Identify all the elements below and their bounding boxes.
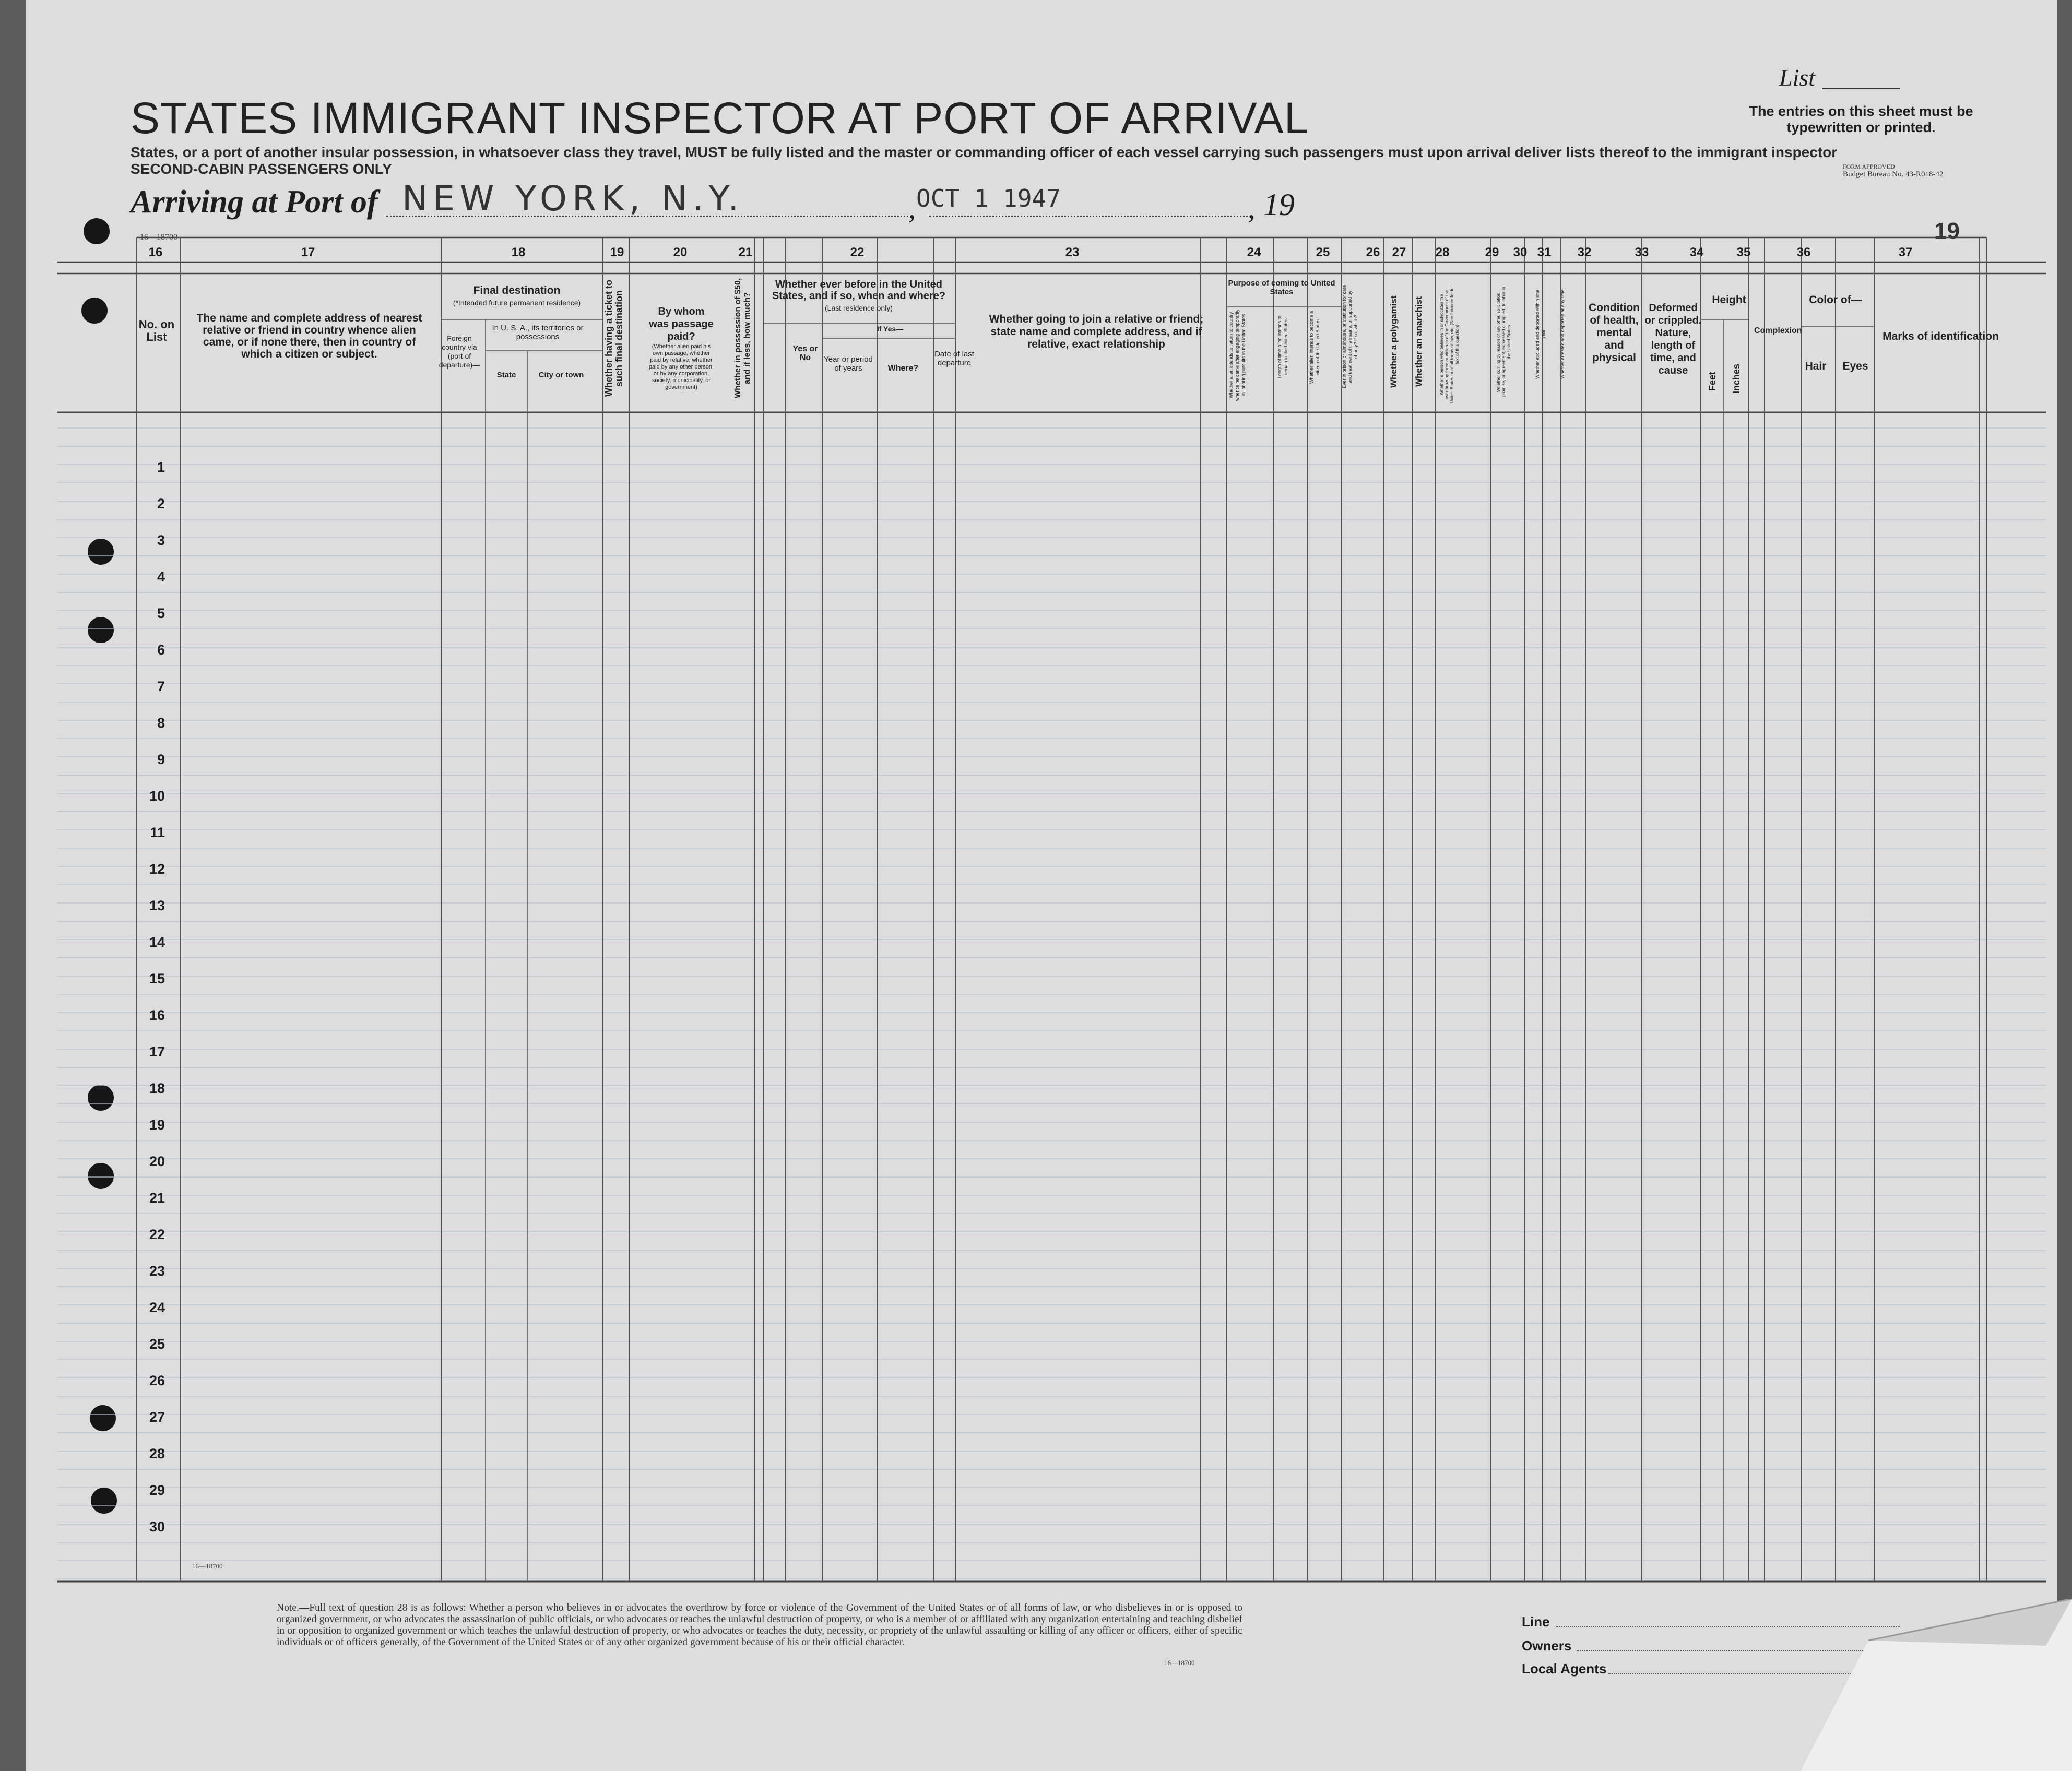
row-number: 25 xyxy=(149,1336,165,1352)
header-complexion: Complexion xyxy=(1754,326,1802,335)
year-prefix: 19 xyxy=(1263,187,1295,222)
row-number: 3 xyxy=(157,532,165,548)
header-no-on-list: No. on List xyxy=(138,318,175,343)
row-number: 29 xyxy=(149,1482,165,1498)
column-number: 25 xyxy=(1316,245,1330,259)
column-number: 35 xyxy=(1736,245,1751,259)
separator-comma: , xyxy=(1248,193,1255,225)
column-number: 36 xyxy=(1796,245,1811,259)
row-number: 18 xyxy=(149,1080,165,1096)
header-join-relative: Whether going to join a relative or friend; state name and complete address, and if relative, exact relationship xyxy=(989,313,1204,350)
column-number: 16 xyxy=(148,245,163,259)
column-number: 30 xyxy=(1513,245,1528,259)
row-number: 30 xyxy=(149,1519,165,1535)
passenger-class-label: SECOND-CABIN PASSENGERS ONLY xyxy=(131,161,392,177)
line-label: Line xyxy=(1522,1614,1550,1630)
header-if-yes: If Yes— xyxy=(877,325,904,333)
column-number: 34 xyxy=(1689,245,1704,259)
header-prison: Ever in prison or almshouse, or institution for care and treatment of the insane, or supported by charity? If so, which? xyxy=(1342,284,1358,389)
header-state: State xyxy=(496,371,516,379)
header-last-residence: (Last residence only) xyxy=(825,304,893,312)
header-where: Where? xyxy=(887,364,919,373)
column-number: 26 xyxy=(1366,245,1380,259)
list-label: List xyxy=(1779,64,1816,91)
header-passage-paid-sub: (Whether alien paid his own passage, whether paid by relative, whether paid by any other person, or by any corporation, society, municipality, or government) xyxy=(648,343,714,390)
column-number: 33 xyxy=(1635,245,1649,259)
port-handwritten: NEW YORK, N.Y. xyxy=(402,179,744,219)
column-number: 18 xyxy=(511,245,526,259)
row-number: 23 xyxy=(149,1263,165,1279)
header-deformed: Deformed or crippled. Nature, length of time, and cause xyxy=(1644,302,1702,376)
header-yes-no: Yes or No xyxy=(792,344,818,362)
column-number: 24 xyxy=(1247,245,1261,259)
row-number: 6 xyxy=(157,642,165,658)
row-number: 5 xyxy=(157,605,165,621)
separator-comma: , xyxy=(908,193,916,225)
form-number: 16—18700 xyxy=(140,233,177,242)
header-passage-paid: By whom was passage paid? xyxy=(649,306,714,342)
row-number: 17 xyxy=(149,1044,165,1060)
budget-bureau-number: Budget Bureau No. 43-R018-42 xyxy=(1843,170,1944,179)
column-number: 23 xyxy=(1065,245,1080,259)
header-ever-before: Whether ever before in the United States, and if so, when and where? xyxy=(772,279,946,302)
row-number: 16 xyxy=(149,1007,165,1023)
column-number: 29 xyxy=(1485,245,1499,259)
header-purpose-length: Length of time alien intends to remain in the United States xyxy=(1277,315,1288,379)
row-number: 21 xyxy=(149,1190,165,1206)
row-number: 24 xyxy=(149,1300,165,1315)
column-number: 17 xyxy=(301,245,315,259)
header-excluded: Whether excluded and deported within one year xyxy=(1535,289,1546,379)
header-polygamist: Whether a polygamist xyxy=(1389,295,1399,388)
row-number: 10 xyxy=(149,788,165,804)
header-marks: Marks of identification xyxy=(1882,330,1999,342)
row-number: 28 xyxy=(149,1446,165,1461)
column-number: 31 xyxy=(1537,245,1552,259)
row-number: 22 xyxy=(149,1227,165,1242)
column-number: 22 xyxy=(850,245,865,259)
header-ticket: Whether having a ticket to such final destination xyxy=(603,279,624,397)
local-agents-label: Local Agents xyxy=(1522,1661,1607,1677)
header-period: Year or period of years xyxy=(824,355,873,373)
column-number: 20 xyxy=(673,245,688,259)
entries-note: The entries on this sheet must be typewritten or printed. xyxy=(1749,103,1973,135)
footnote-code: 16—18700 xyxy=(1164,1659,1195,1667)
header-purpose-citizen: Whether alien intends to become a citizen of the United States xyxy=(1309,311,1320,384)
header-health: Condition of health, mental and physical xyxy=(1589,302,1640,364)
header-height: Height xyxy=(1712,294,1746,306)
header-purpose-return: Whether alien intends to return to country whence he came after engaging temporarily in laboring pursuits in the United States xyxy=(1228,309,1246,401)
arriving-label: Arriving at Port of xyxy=(131,184,378,220)
header-city: City or town xyxy=(538,371,584,379)
header-hair: Hair xyxy=(1805,360,1827,372)
header-fifty-dollars: Whether in possession of $50, and if less, how much? xyxy=(733,278,752,399)
column-number: 28 xyxy=(1435,245,1450,259)
form-code: 16—18700 xyxy=(192,1562,223,1570)
header-eyes: Eyes xyxy=(1842,360,1868,372)
row-number: 9 xyxy=(157,752,165,767)
row-number: 11 xyxy=(150,825,165,840)
column-number: 37 xyxy=(1898,245,1913,259)
row-number: 26 xyxy=(149,1373,165,1388)
header-purpose: Purpose of coming to United States xyxy=(1228,279,1335,296)
header-offer-labor: Whether coming by reason of any offer, solicitation, promise, or agreement, expressed or implied, to labor in the United States xyxy=(1496,287,1511,397)
row-number: 12 xyxy=(149,861,165,877)
row-number: 20 xyxy=(149,1154,165,1169)
header-arrested: Whether arrested and deported at any time xyxy=(1560,289,1565,379)
header-in-usa: In U. S. A., its territories or possessions xyxy=(492,324,584,341)
owners-label: Owners xyxy=(1522,1638,1572,1654)
page-number: 19 xyxy=(1934,218,1960,244)
row-number: 4 xyxy=(157,569,165,585)
header-final-destination-sub: (*Intended future permanent residence) xyxy=(453,299,581,307)
row-number: 1 xyxy=(157,459,165,475)
header-nearest-relative: The name and complete address of nearest relative or friend in country whence alien came, or if none there, then in country of which a citizen or subject. xyxy=(196,312,422,360)
column-number: 19 xyxy=(610,245,624,259)
header-final-destination: Final destination xyxy=(473,284,561,296)
instructions-text: States, or a port of another insular possession, in whatsoever class they travel, MUST be fully listed and the master or commanding officer of each vessel carrying such passengers must upon arrival deliver lists thereof to the immigrant inspector xyxy=(131,144,1838,160)
header-foreign-country: Foreign country via (port of departure)— xyxy=(439,334,480,369)
header-color-of: Color of— xyxy=(1809,294,1862,306)
row-number: 15 xyxy=(149,971,165,986)
row-number: 14 xyxy=(149,934,165,950)
row-number: 8 xyxy=(157,715,165,731)
header-overthrow: Whether a person who believes in or advocates the overthrow by force or violence of the Government of the United States or of all forms of law, etc. (See footnote for full text of this question) xyxy=(1439,285,1460,404)
manifest-grid xyxy=(26,0,2057,1771)
row-number: 27 xyxy=(149,1409,165,1425)
header-feet: Feet xyxy=(1707,371,1718,391)
row-number: 19 xyxy=(149,1117,165,1133)
row-number: 7 xyxy=(157,679,165,694)
row-number: 2 xyxy=(157,496,165,512)
page-title: STATES IMMIGRANT INSPECTOR AT PORT OF ARRIVAL xyxy=(131,93,1309,142)
column-number: 27 xyxy=(1392,245,1406,259)
footnote-question-28: Note.—Full text of question 28 is as follows: Whether a person who believes in or advocates the overthrow by force or violence of the Government of the United States or of all forms of law, or who disbelieves in or is opposed to organized government, or who advocates the assassination of public officials, or who advocates or teaches the unlawful destruction of property, or who is a member of or affiliated with any organization entertaining and teaching disbelief in or opposition to organized government or which teaches the unlawful destruction of property, or who advocates or teaches the duty, necessity, or propriety of the unlawful assaulting or killing of any officer or officers, either of specific individuals or of officers generally, of the Government of the United States or of any other organized government because of his or their official character. xyxy=(277,1602,1242,1648)
form-approved-label: FORM APPROVED xyxy=(1843,163,1895,170)
header-inches: Inches xyxy=(1731,363,1742,394)
manifest-sheet xyxy=(26,0,2057,1771)
row-number: 13 xyxy=(149,898,165,913)
column-number: 32 xyxy=(1577,245,1592,259)
header-date-departure: Date of last departure xyxy=(934,350,974,367)
page-curl xyxy=(1801,1599,2072,1771)
date-stamp: OCT 1 1947 xyxy=(916,184,1061,212)
column-number: 21 xyxy=(738,245,753,259)
header-anarchist: Whether an anarchist xyxy=(1414,296,1424,387)
